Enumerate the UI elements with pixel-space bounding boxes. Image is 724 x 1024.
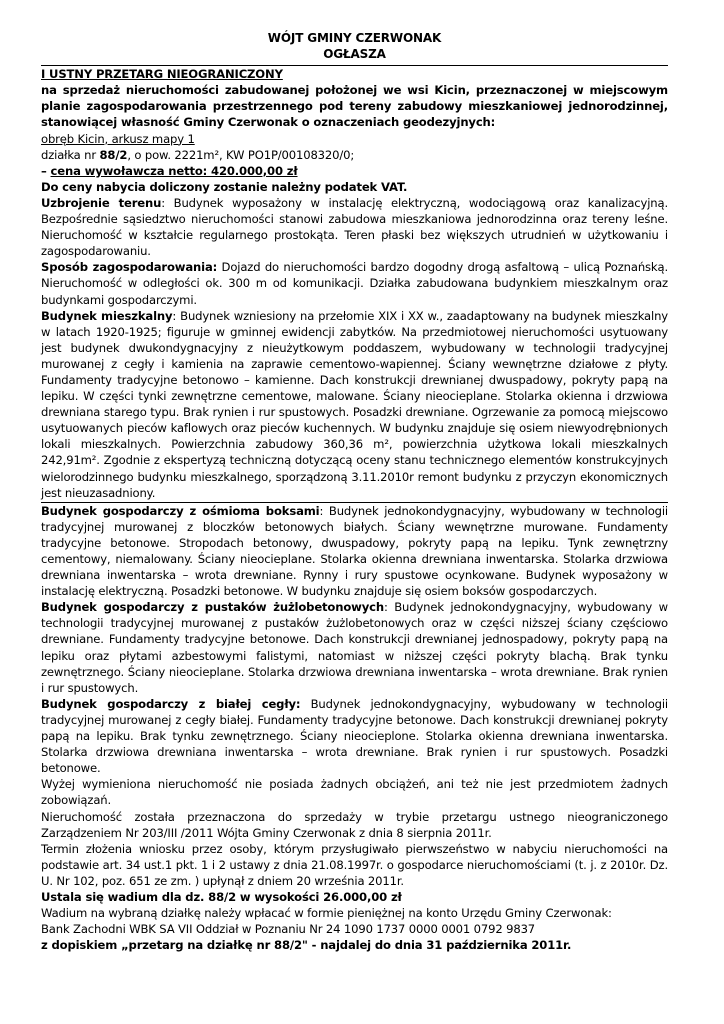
cegla-label: Budynek gospodarczy z białej cegły: xyxy=(41,696,301,711)
parcel-price xyxy=(41,163,668,179)
uzbrojenie-text: : Budynek wyposażony w instalację elektryczną, wodociągową oraz kanalizacyjną. Bezpośrednie sąsiedztwo nieruchomości stanowi zabudowa mieszkaniowa jednorodzinna oraz tereny leśne. Nieruchomość w kształcie regularnego prostokąta. Teren płaski bez większych utrudnień w użytkowaniu i zagospodarowaniu. xyxy=(41,195,668,259)
section-sposob xyxy=(41,259,668,307)
uzbrojenie-label: Uzbrojenie terenu xyxy=(41,195,162,210)
header-announces: OGŁASZA xyxy=(323,47,386,62)
announcement-page xyxy=(41,30,668,953)
tender-title: I USTNY PRZETARG NIEOGRANICZONY xyxy=(41,67,283,82)
pustaki-label: Budynek gospodarczy z pustaków żużlobetonowych xyxy=(41,600,384,615)
ordinance-note: Nieruchomość została przeznaczona do sprzedaży w trybie przetargu ustnego nieograniczonego Zarządzeniem Nr 203/III /2011 Wójta Gminy Czerwonak z dnia 8 sierpnia 2011r. xyxy=(41,809,668,840)
mieszkalny-label: Budynek mieszkalny xyxy=(41,308,173,323)
section-cegla xyxy=(41,696,668,776)
section-mieszkalny xyxy=(41,308,668,501)
pustaki-text: : Budynek jednokondygnacyjny, wybudowany w technologii tradycyjnej murowanej z pustaków żużlobetonowych oraz w części niższej ściany częściowo drewniane. Fundamenty tradycyjne betonowe. Dach konstrukcji drewnianej jednospadowy, pokryty papą na lepiku oraz płytami azbestowymi falistymi, natomiast w niższej części pokryty blachą. Brak tynku zewnętrznego. Ściany nieocieplane. Stolarka drzwiowa drewniana inwentarska – wrota drewniane. Brak rynien i rur spustowych. xyxy=(41,600,668,695)
deposit-title: Ustala się wadium dla dz. 88/2 w wysokości 26.000,00 zł xyxy=(41,889,402,904)
mieszkalny-text: : Budynek wzniesiony na przełomie XIX i XX w., zaadaptowany na budynek mieszkalny w latach 1920-1925; figuruje w gminnej ewidencji zabytków. Na przedmiotowej nieruchomości usytuowany jest budynek dwukondygnacyjny z nieużytkowym poddaszem, wybudowany w technologii tradycyjnej murowanej z cegły i kamienia na zaprawie cementowo-wapiennej. Ściany wewnętrzne działowe z płyty. Fundamenty tradycyjne betonowo – kamienne. Dach konstrukcji drewnianej dwuspadowy, pokryty papą na lepiku. W części tynki zewnętrzne cementowe, malowane. Ściany nieocieplane. Stolarka okienna i drzwiowa drewniana starego typu. Brak rynien i rur spustowych. Posadzki drewniane. Ogrzewanie za pomocą miejscowo usytuowanych pieców kaflowych oraz pieców kuchennych. W budynku znajduje się osiem niewyodrębnionych lokali mieszkalnych. Powierzchnia zabudowy 360,36 m², powierzchnia użytkowa lokali mieszkalnych 242,91m². Zgodnie z ekspertyzą techniczną dotyczącą oceny stanu technicznego elementów konstrukcyjnych wielorodzinnego budynku mieszkalnego, sporządzoną 3.11.2010r remont budynku z przyczyn ekonomicznych jest nieuzasadniony. xyxy=(41,308,668,500)
deadline-note: Termin złożenia wniosku przez osoby, którym przysługiwało pierwszeństwo w nabyciu nieruchomości na podstawie art. 34 ust.1 pkt. 1 i 2 ustawy z dnia 21.08.1997r. o gospodarce nieruchomościami (t. j. z 2010r. Dz. U. Nr 102, poz. 651 ze zm. ) upłynął z dniem 20 września 2011r. xyxy=(41,841,668,888)
deposit-instructions: Wadium na wybraną działkę należy wpłacać w formie pieniężnej na konto Urzędu Gminy Czerwonak: xyxy=(41,906,612,921)
encumbrances-note: Wyżej wymieniona nieruchomość nie posiada żadnych obciążeń, ani też nie jest przedmiotem żadnych zobowiązań. xyxy=(41,777,668,808)
section-uzbrojenie xyxy=(41,195,668,259)
deposit-bank-account: Bank Zachodni WBK SA VII Oddział w Poznaniu Nr 24 1090 1737 0000 0001 0792 9837 xyxy=(41,922,536,937)
sposob-label: Sposób zagospodarowania: xyxy=(41,260,218,275)
parcel-area xyxy=(41,131,668,147)
sposob-text: Dojazd do nieruchomości bardzo dogodny drogą asfaltową – ulicą Poznańską. Nieruchomość w odległości ok. 300 m od komunikacji. Działka zabudowana budynkiem mieszkalnym oraz budynkami gospodarczymi. xyxy=(41,260,668,307)
section-pustaki xyxy=(41,599,668,696)
parcel-area-text: obręb Kicin, arkusz mapy 1 xyxy=(41,131,195,146)
plot-prefix: działka nr xyxy=(41,147,100,162)
tender-subject: na sprzedaż nieruchomości zabudowanej położonej we wsi Kicin, przeznaczonej w miejscowym planie zagospodarowania przestrzennego pod tereny zabudowy mieszkaniowej jednorodzinnej, stanowiącej własność Gminy Czerwonak o oznaczeniach geodezyjnych: xyxy=(41,83,668,130)
price-dash: – xyxy=(41,163,51,178)
vat-note: Do ceny nabycia doliczony zostanie należny podatek VAT. xyxy=(41,179,408,194)
boksy-label: Budynek gospodarczy z ośmioma boksami xyxy=(41,503,320,518)
plot-number: 88/2 xyxy=(99,147,128,162)
boksy-text: : Budynek jednokondygnacyjny, wybudowany w technologii tradycyjnej murowanej z bloczków betonowych białych. Ściany wewnętrzne murowane. Fundamenty tradycyjne betonowe. Stropodach betonowy, dwuspadowy, pokryty papą na lepiku. Tynk zewnętrzny cementowy, niemalowany. Ściany nieocieplane. Stolarka okienna drewniana inwentarska. Stolarka drzwiowa drewniana inwentarska – wrota drewniane. Rynny i rury spustowe ocynkowane. Budynek wyposażony w instalację elektryczną. Posadzki betonowe. W budynku znajduje się osiem boksów gospodarczych. xyxy=(41,503,668,599)
cegla-text: Budynek jednokondygnacyjny, wybudowany w technologii tradycyjnej murowanej z cegły białej. Fundamenty tradycyjne betonowe. Dach konstrukcji drewnianej pokryty papą na lepiku. Brak tynku zewnętrznego. Ściany nieocieplone. Stolarka okienna drewniana inwentarska. Stolarka drzwiowa drewniana inwentarska – wrota drewniane. Brak rynien i rur spustowych. Posadzki betonowe. xyxy=(41,696,668,776)
parcel-plot xyxy=(41,147,668,163)
header-authority: WÓJT GMINY CZERWONAK xyxy=(267,31,442,45)
price-value: cena wywoławcza netto: 420.000,00 zł xyxy=(50,163,298,178)
deposit-reference: z dopiskiem „przetarg na działkę nr 88/2" - najdalej do dnia 31 października 2011r. xyxy=(41,938,572,953)
plot-rest: , o pow. 2221m², KW PO1P/00108320/0; xyxy=(127,147,355,162)
section-boksy xyxy=(41,503,668,600)
